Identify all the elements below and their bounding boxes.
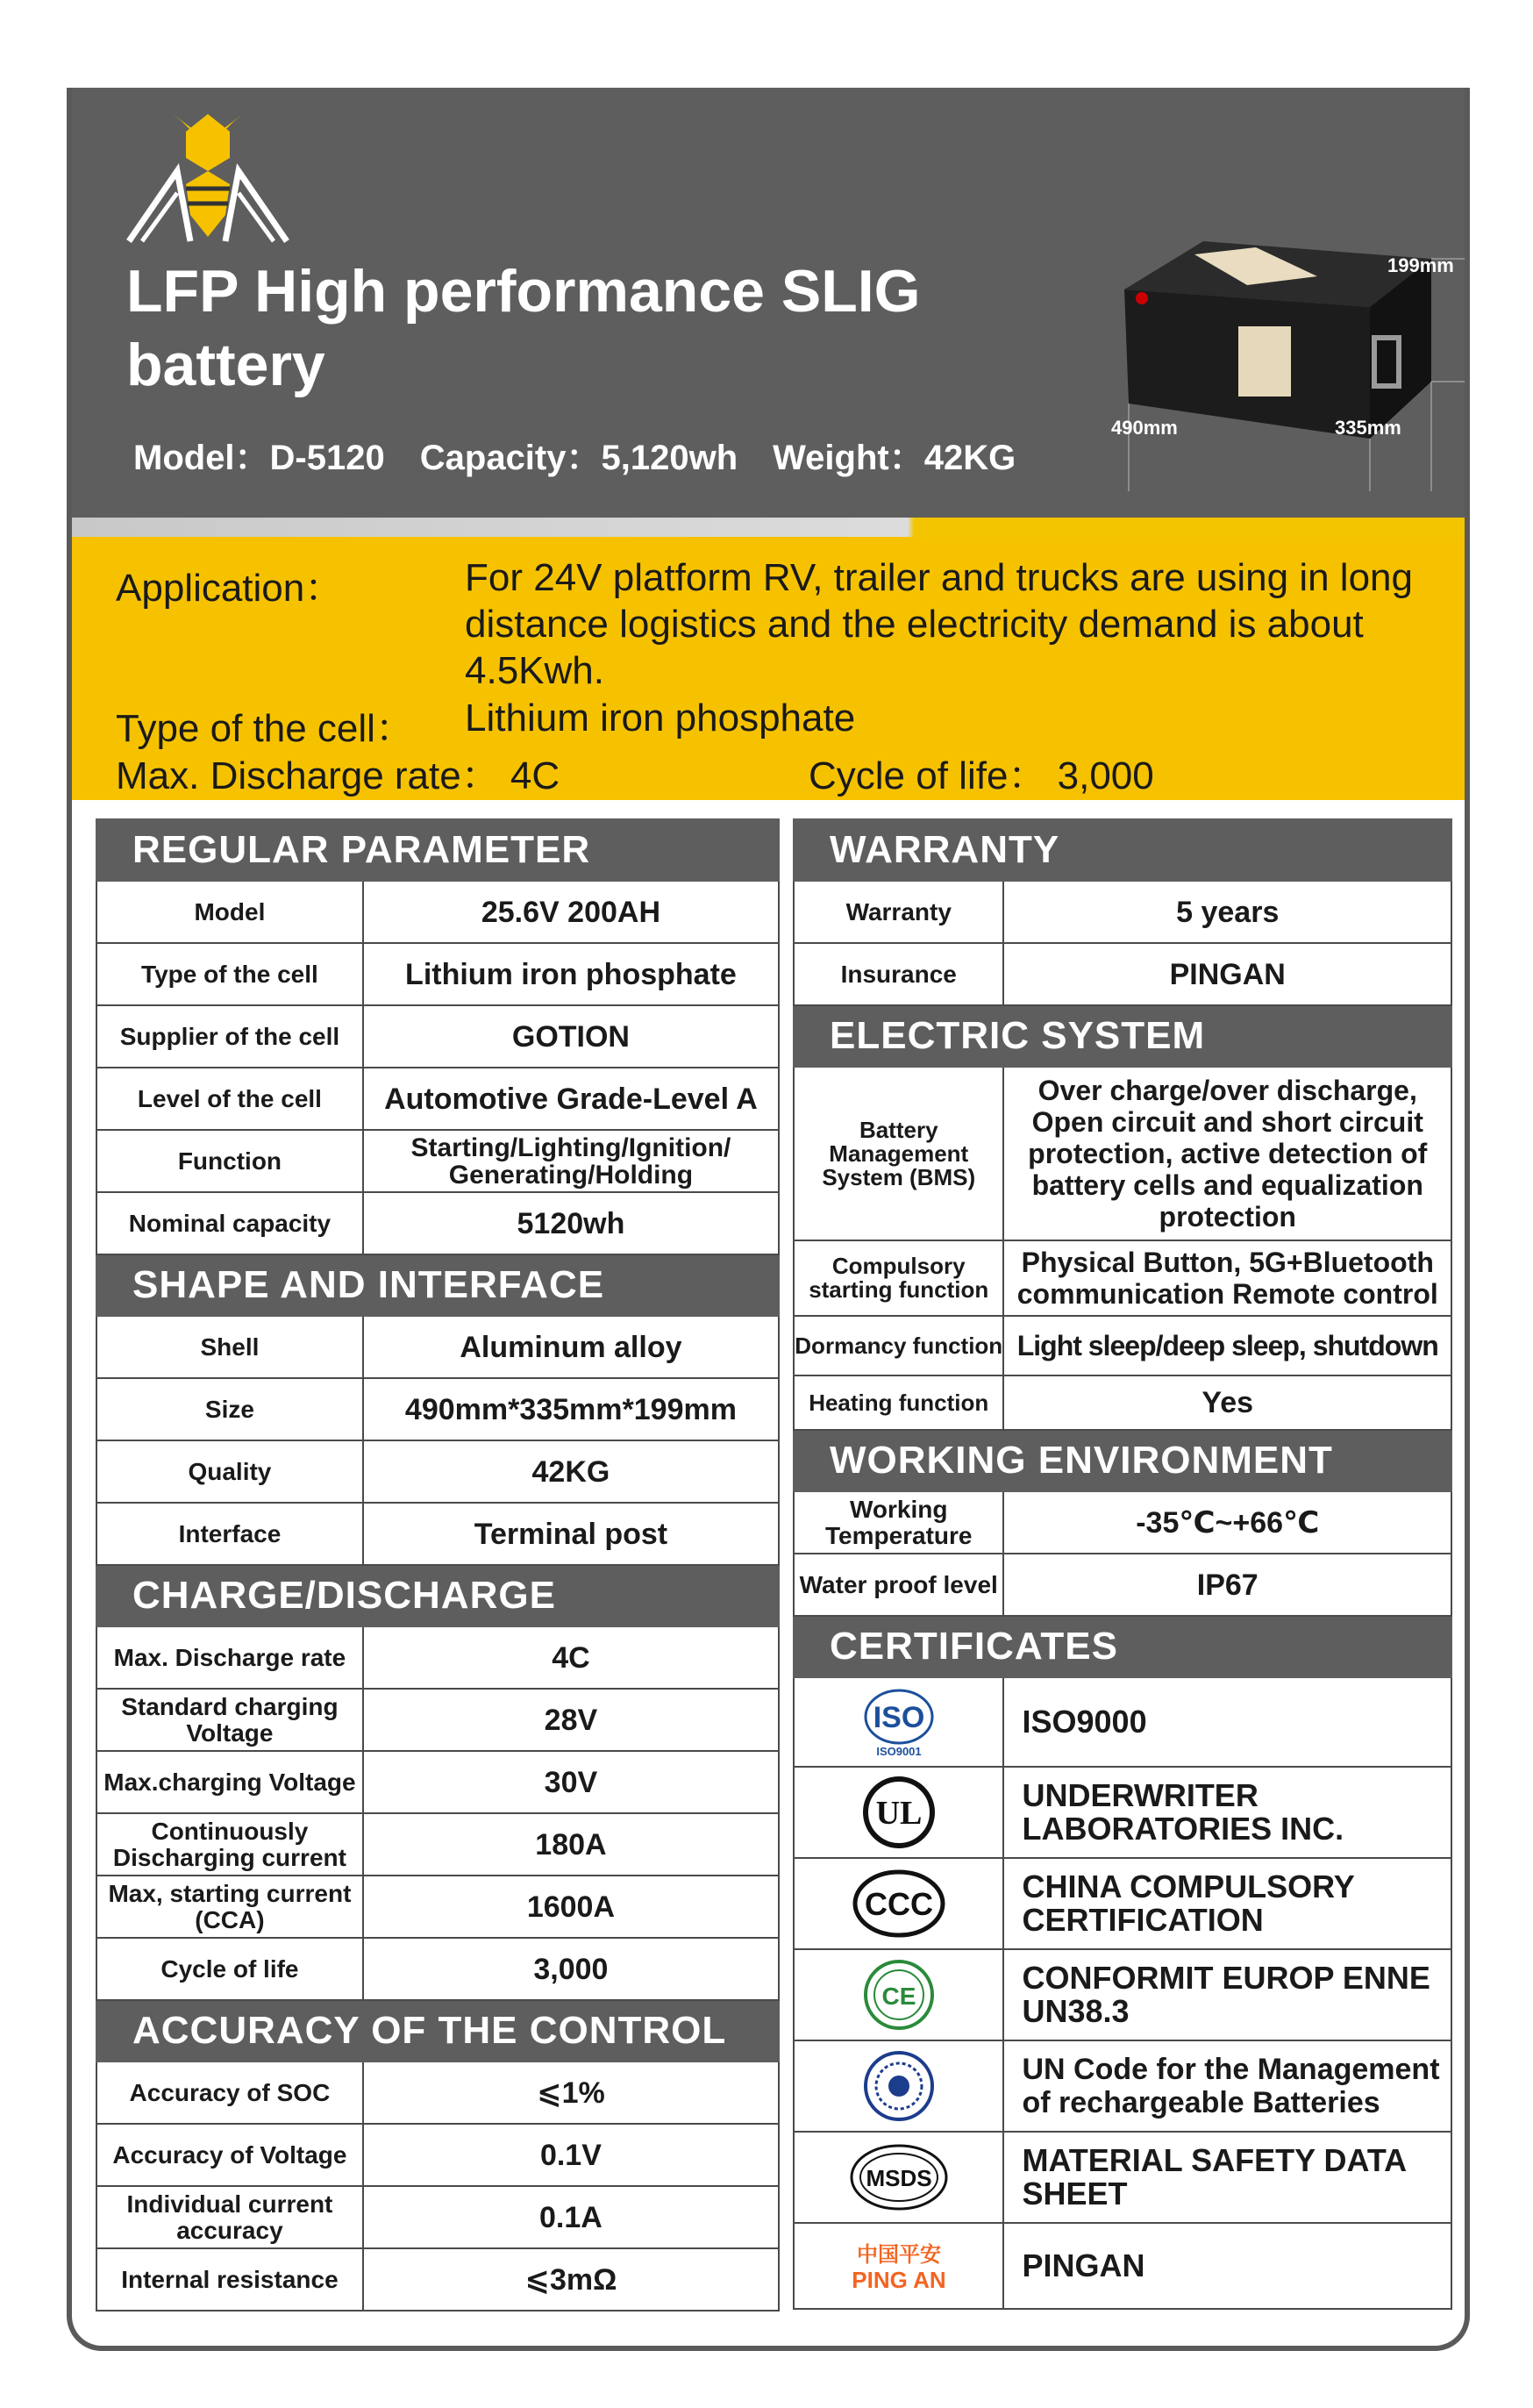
discharge-rate-line: Max. Discharge rate： 4C — [116, 754, 560, 797]
cert-un-text: UN Code for the Management of rechargeable Batteries — [1003, 2040, 1451, 2132]
row-label: Level of the cell — [96, 1068, 363, 1130]
row-value: -35℃~+66℃ — [1003, 1491, 1451, 1554]
height-dimension: 199mm — [1387, 254, 1454, 276]
right-spec-table — [793, 818, 1452, 2310]
row-label: Water proof level — [794, 1554, 1003, 1616]
svg-text:ISO: ISO — [873, 1701, 925, 1734]
section-accuracy-control: ACCURACY OF THE CONTROL — [96, 2000, 779, 2061]
row-value: Aluminum alloy — [363, 1316, 779, 1378]
row-value: 3,000 — [363, 1938, 779, 2000]
row-value: Yes — [1003, 1375, 1451, 1430]
battery-photo — [1028, 175, 1466, 526]
row-label: Standard charging Voltage — [96, 1689, 363, 1751]
row-value: 180A — [363, 1813, 779, 1876]
row-value: 490mm*335mm*199mm — [363, 1378, 779, 1440]
cert-ce-cell — [794, 1949, 1003, 2040]
row-label: Insurance — [794, 943, 1003, 1005]
cert-un-cell — [794, 2040, 1003, 2132]
header-banner — [72, 88, 1465, 518]
row-label: Quality — [96, 1440, 363, 1503]
row-value: 5 years — [1003, 881, 1451, 943]
row-value: Starting/Lighting/Ignition/ Generating/Holding — [363, 1130, 779, 1192]
row-value: IP67 — [1003, 1554, 1451, 1616]
product-title: LFP High performance SLIG battery — [126, 258, 921, 398]
cell-type-label: Type of the cell： — [116, 707, 414, 750]
pingan-logo-icon — [838, 2235, 960, 2297]
row-label: Type of the cell — [96, 943, 363, 1005]
row-label: Cycle of life — [96, 1938, 363, 2000]
row-label: Function — [96, 1130, 363, 1192]
svg-text:MSDS: MSDS — [866, 2165, 932, 2191]
row-value: 30V — [363, 1751, 779, 1813]
svg-text:UL: UL — [875, 1795, 923, 1832]
cert-ccc-text: CHINA COMPULSORY CERTIFICATION — [1003, 1858, 1451, 1949]
row-label: Interface — [96, 1503, 363, 1565]
row-label: Shell — [96, 1316, 363, 1378]
ul-logo-icon — [859, 1773, 938, 1852]
row-value: Physical Button, 5G+Bluetooth communication Remote control — [1003, 1240, 1451, 1316]
row-label: Supplier of the cell — [96, 1005, 363, 1068]
row-value: GOTION — [363, 1005, 779, 1068]
iso-logo-icon — [851, 1685, 947, 1759]
row-value: 0.1V — [363, 2124, 779, 2186]
length-dimension: 490mm — [1111, 417, 1178, 439]
section-working-environment: WORKING ENVIRONMENT — [794, 1430, 1451, 1491]
cert-ccc-cell — [794, 1858, 1003, 1949]
cert-ul-cell — [794, 1767, 1003, 1858]
svg-text:ISO9001: ISO9001 — [876, 1745, 922, 1758]
row-label: Battery Management System (BMS) — [794, 1067, 1003, 1240]
row-value: Automotive Grade-Level A — [363, 1068, 779, 1130]
msds-logo-icon — [846, 2140, 952, 2214]
row-label: Accuracy of SOC — [96, 2061, 363, 2124]
section-warranty: WARRANTY — [794, 819, 1451, 881]
cert-ce-text: CONFORMIT EUROP ENNE UN38.3 — [1003, 1949, 1451, 2040]
un-seal-icon — [859, 2047, 938, 2126]
row-label: Heating function — [794, 1375, 1003, 1430]
model-value: Model：D-5120 — [133, 439, 385, 477]
row-value: PINGAN — [1003, 943, 1451, 1005]
svg-text:PING AN: PING AN — [852, 2267, 946, 2293]
application-label: Application： — [116, 567, 344, 610]
row-value: ⩽3mΩ — [363, 2248, 779, 2311]
row-value: 0.1A — [363, 2186, 779, 2248]
row-value: Lithium iron phosphate — [363, 943, 779, 1005]
section-shape-interface: SHAPE AND INTERFACE — [96, 1254, 779, 1316]
row-label: Continuously Discharging current — [96, 1813, 363, 1876]
cert-iso-cell — [794, 1677, 1003, 1767]
cert-msds-text: MATERIAL SAFETY DATA SHEET — [1003, 2132, 1451, 2223]
row-value: 1600A — [363, 1876, 779, 1938]
ccc-logo-icon — [851, 1867, 947, 1940]
row-value: ⩽1% — [363, 2061, 779, 2124]
row-label: Max, starting current (CCA) — [96, 1876, 363, 1938]
row-value: Light sleep/deep sleep, shutdown — [1003, 1316, 1451, 1375]
row-label: Warranty — [794, 881, 1003, 943]
cert-ul-text: UNDERWRITER LABORATORIES INC. — [1003, 1767, 1451, 1858]
spec-sheet — [67, 88, 1470, 2351]
section-electric-system: ELECTRIC SYSTEM — [794, 1005, 1451, 1067]
row-label: Working Temperature — [794, 1491, 1003, 1554]
capacity-value: Capacity：5,120wh — [419, 439, 738, 477]
svg-text:CCC: CCC — [864, 1886, 933, 1922]
cert-iso-text: ISO9000 — [1003, 1677, 1451, 1767]
section-charge-discharge: CHARGE/DISCHARGE — [96, 1565, 779, 1626]
row-value: 42KG — [363, 1440, 779, 1503]
cert-pingan-cell — [794, 2223, 1003, 2309]
cycle-life-line: Cycle of life： 3,000 — [809, 754, 1154, 797]
weight-value: Weight：42KG — [773, 439, 1016, 477]
ce-logo-icon — [859, 1955, 938, 2034]
section-regular-parameter: REGULAR PARAMETER — [96, 819, 779, 881]
model-line — [133, 430, 1016, 480]
row-label: Internal resistance — [96, 2248, 363, 2311]
svg-text:CE: CE — [881, 1983, 916, 2010]
row-label: Individual current accuracy — [96, 2186, 363, 2248]
section-certificates: CERTIFICATES — [794, 1616, 1451, 1677]
row-value: Over charge/over discharge, Open circuit and short circuit protection, active detection of battery cells and equalization protection — [1003, 1067, 1451, 1240]
application-text: For 24V platform RV, trailer and trucks are using in long distance logistics and the electricity demand is about 4.5Kwh. — [465, 556, 1413, 692]
cert-pingan-text: PINGAN — [1003, 2223, 1451, 2309]
row-label: Compulsory starting function — [794, 1240, 1003, 1316]
row-label: Nominal capacity — [96, 1192, 363, 1254]
row-value: 25.6V 200AH — [363, 881, 779, 943]
width-dimension: 335mm — [1335, 417, 1401, 439]
row-label: Max.charging Voltage — [96, 1751, 363, 1813]
row-label: Max. Discharge rate — [96, 1626, 363, 1689]
bee-logo-icon — [125, 105, 291, 246]
left-spec-table — [96, 818, 780, 2312]
row-value: Terminal post — [363, 1503, 779, 1565]
application-panel — [72, 537, 1465, 800]
row-value: 4C — [363, 1626, 779, 1689]
row-value: 5120wh — [363, 1192, 779, 1254]
row-label: Size — [96, 1378, 363, 1440]
row-label: Accuracy of Voltage — [96, 2124, 363, 2186]
divider-stripe — [72, 518, 1465, 537]
row-label: Dormancy function — [794, 1316, 1003, 1375]
svg-text:中国平安: 中国平安 — [856, 2242, 941, 2267]
row-value: 28V — [363, 1689, 779, 1751]
cert-msds-cell — [794, 2132, 1003, 2223]
row-label: Model — [96, 881, 363, 943]
cell-type-value: Lithium iron phosphate — [465, 697, 856, 740]
